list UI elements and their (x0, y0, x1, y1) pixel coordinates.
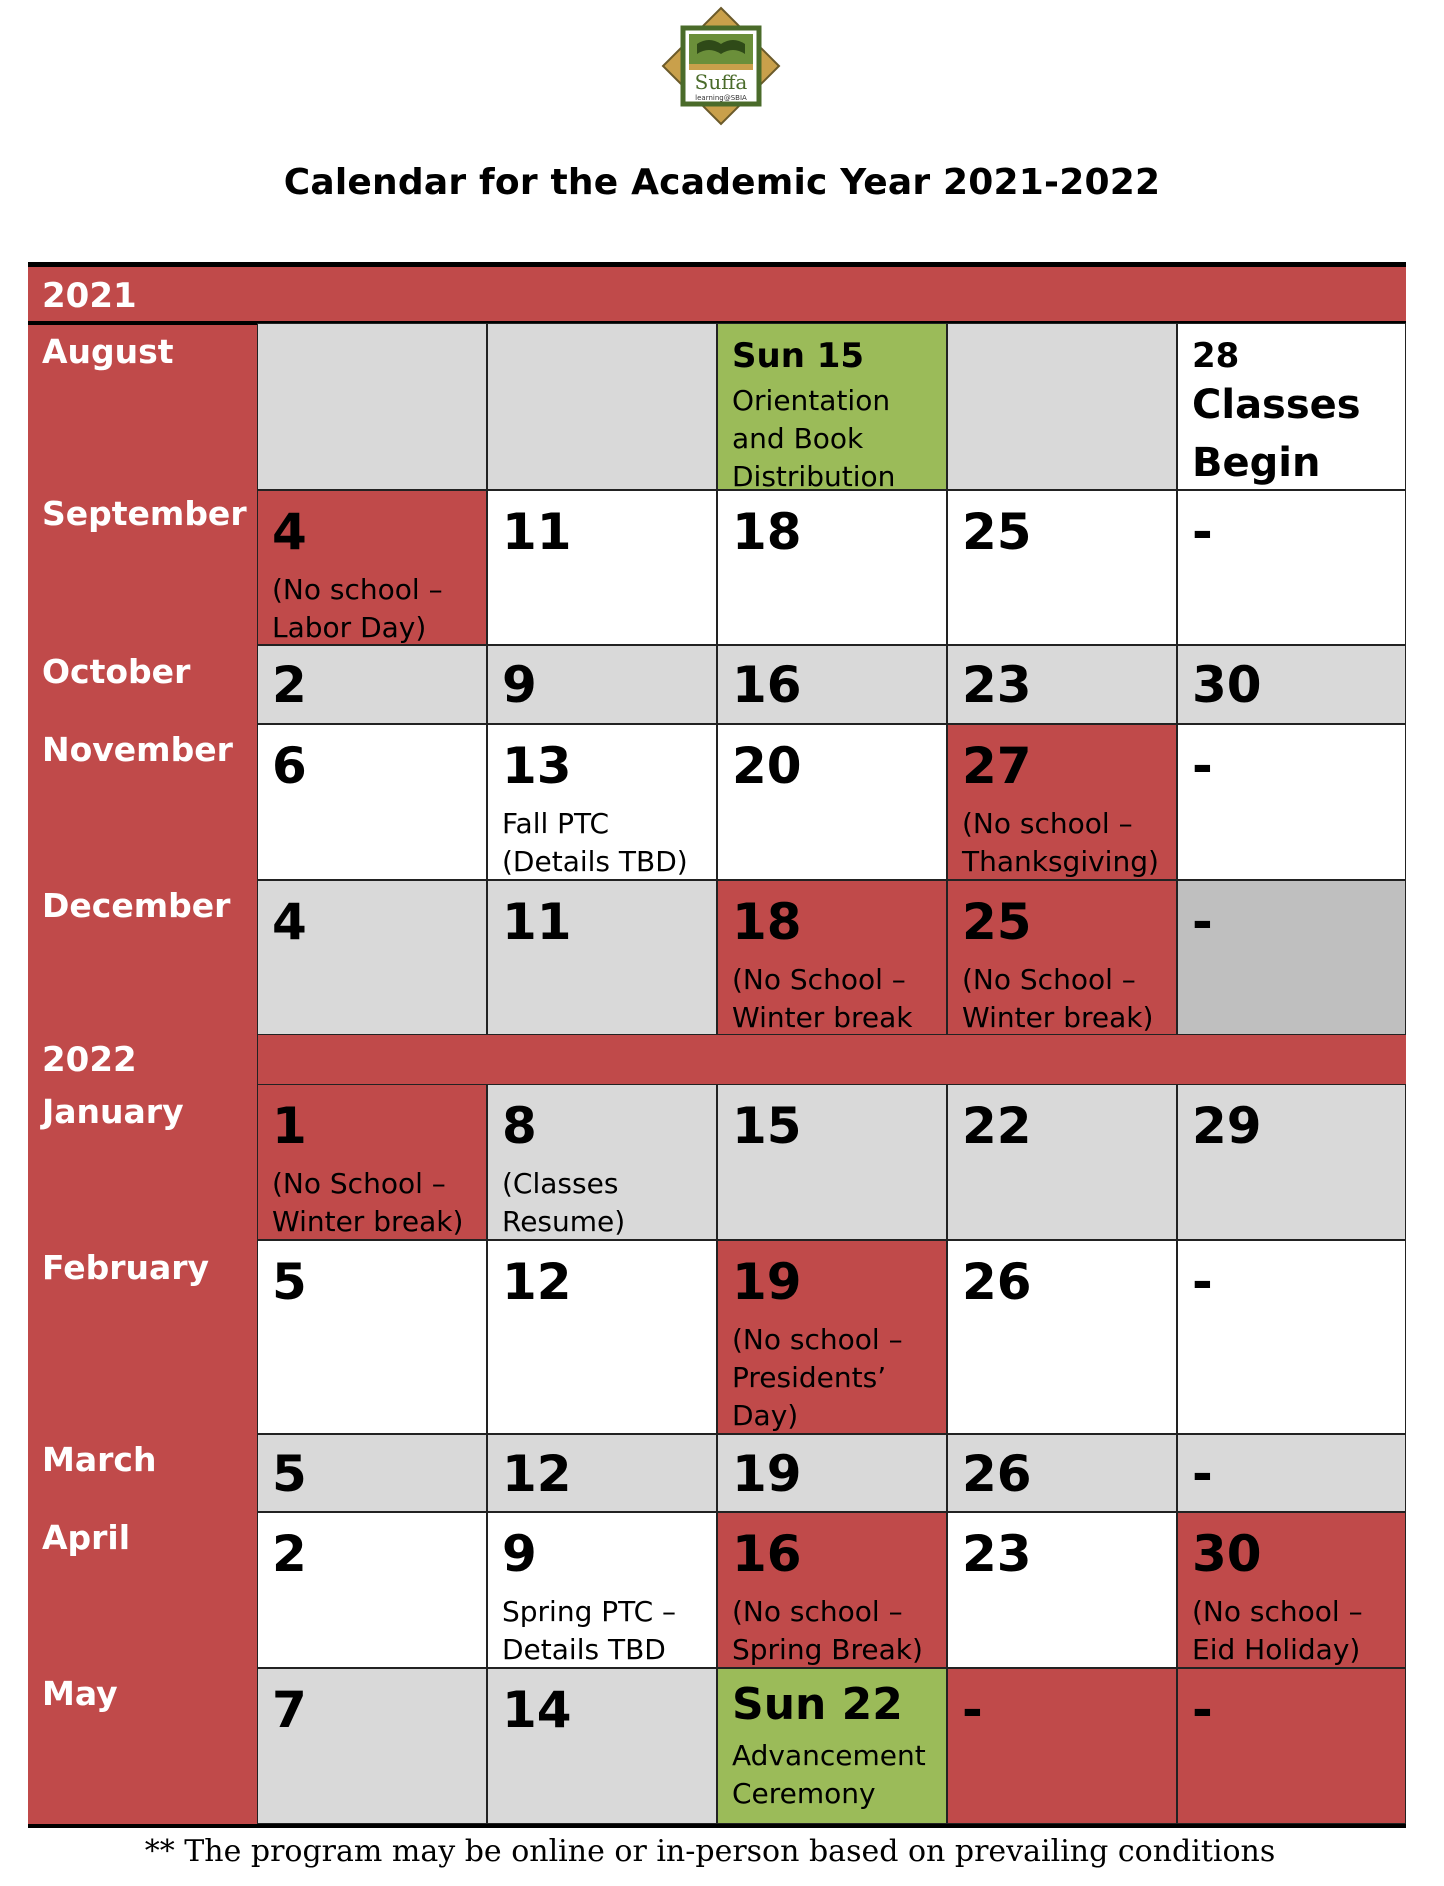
cell-october-5 (1177, 645, 1406, 724)
cell-august-4 (947, 323, 1177, 490)
cell-january-5 (1177, 1084, 1406, 1240)
month-march: March (42, 1440, 157, 1479)
day-number: 25 (962, 893, 1032, 951)
day-number: 19 (732, 1253, 802, 1311)
day-number: 23 (962, 1525, 1032, 1583)
day-number: 23 (962, 656, 1032, 714)
day-number: - (1192, 503, 1213, 561)
year-2022-label: 2022 (42, 1040, 137, 1080)
cell-september-4 (947, 490, 1177, 645)
day-number: 5 (272, 1253, 307, 1311)
day-note: (No School – Winter break) (962, 963, 1154, 1034)
day-number: 18 (732, 503, 802, 561)
cell-october-4 (947, 645, 1177, 724)
day-note: (No school – Eid Holiday) (1192, 1595, 1363, 1666)
cell-may-3 (717, 1668, 947, 1824)
day-number: 12 (502, 1445, 572, 1503)
day-number: Sun 15 (732, 336, 865, 376)
cell-february-1 (257, 1240, 487, 1434)
day-number: 20 (732, 737, 802, 795)
day-number: 2 (272, 1525, 307, 1583)
day-number: - (1192, 737, 1213, 795)
cell-december-1 (257, 880, 487, 1035)
month-january: January (42, 1092, 184, 1131)
year-2021-label: 2021 (42, 276, 137, 316)
logo-name: Suffa (694, 70, 748, 94)
day-number: 16 (732, 1525, 802, 1583)
cell-january-3 (717, 1084, 947, 1240)
day-number: 9 (502, 656, 537, 714)
month-may: May (42, 1674, 118, 1713)
cell-march-5 (1177, 1434, 1406, 1512)
cell-december-4 (947, 880, 1177, 1035)
day-number: 18 (732, 893, 802, 951)
day-number: - (1192, 1445, 1213, 1503)
cell-march-2 (487, 1434, 717, 1512)
day-number: 6 (272, 737, 307, 795)
cell-march-3 (717, 1434, 947, 1512)
day-number: 30 (1192, 1525, 1262, 1583)
cell-january-1 (257, 1084, 487, 1240)
day-number: - (962, 1681, 983, 1739)
day-number: - (1192, 893, 1213, 951)
day-note: (No school – Presidents’ Day) (732, 1323, 903, 1432)
day-number: - (1192, 1253, 1213, 1311)
cell-april-3 (717, 1512, 947, 1668)
day-number: 19 (732, 1445, 802, 1503)
cell-april-4 (947, 1512, 1177, 1668)
cell-december-2 (487, 880, 717, 1035)
day-number: 4 (272, 503, 307, 561)
cell-may-5 (1177, 1668, 1406, 1824)
cell-february-3 (717, 1240, 947, 1434)
cell-september-3 (717, 490, 947, 645)
cell-september-5 (1177, 490, 1406, 645)
cell-april-1 (257, 1512, 487, 1668)
cell-may-1 (257, 1668, 487, 1824)
day-number: 9 (502, 1525, 537, 1583)
cell-april-2 (487, 1512, 717, 1668)
day-number: 29 (1192, 1097, 1262, 1155)
cell-november-2 (487, 724, 717, 880)
cell-september-1 (257, 490, 487, 645)
cell-february-5 (1177, 1240, 1406, 1434)
cell-august-2 (487, 323, 717, 490)
cell-may-4 (947, 1668, 1177, 1824)
cell-august-3 (717, 323, 947, 490)
month-august: August (42, 332, 174, 371)
day-number: 16 (732, 656, 802, 714)
day-number: 28 (1192, 336, 1240, 376)
cell-october-2 (487, 645, 717, 724)
day-number: 26 (962, 1445, 1032, 1503)
cell-february-2 (487, 1240, 717, 1434)
month-february: February (42, 1248, 210, 1287)
day-number: 2 (272, 656, 307, 714)
cell-august-5 (1177, 323, 1406, 490)
month-september: September (42, 494, 247, 533)
day-number: Sun 22 (732, 1679, 903, 1730)
day-number: 26 (962, 1253, 1032, 1311)
cell-may-2 (487, 1668, 717, 1824)
cell-august-1 (257, 323, 487, 490)
day-note: (No school – Spring Break) (732, 1595, 923, 1666)
day-number: 12 (502, 1253, 572, 1311)
day-number: 11 (502, 893, 572, 951)
day-number: 14 (502, 1681, 572, 1739)
day-number: 5 (272, 1445, 307, 1503)
cell-november-1 (257, 724, 487, 880)
day-number: 22 (962, 1097, 1032, 1155)
cell-october-3 (717, 645, 947, 724)
cell-january-2 (487, 1084, 717, 1240)
day-number: 11 (502, 503, 572, 561)
day-number: 7 (272, 1681, 307, 1739)
cell-december-5 (1177, 880, 1406, 1035)
cell-december-3 (717, 880, 947, 1035)
logo-tagline: learning@SBIA (695, 94, 747, 102)
suffa-logo (661, 6, 781, 126)
day-number: 15 (732, 1097, 802, 1155)
cell-april-5 (1177, 1512, 1406, 1668)
cell-november-4 (947, 724, 1177, 880)
cell-november-5 (1177, 724, 1406, 880)
cell-november-3 (717, 724, 947, 880)
day-number: 1 (272, 1097, 307, 1155)
day-number: 30 (1192, 656, 1262, 714)
day-note: Fall PTC (Details TBD) (502, 807, 688, 878)
month-april: April (42, 1518, 131, 1557)
day-note: Spring PTC – Details TBD (502, 1595, 677, 1666)
cell-september-2 (487, 490, 717, 645)
cell-october-1 (257, 645, 487, 724)
footnote: ** The program may be online or in-person based on prevailing conditions (144, 1834, 1276, 1869)
cell-march-1 (257, 1434, 487, 1512)
day-note: (No school – Labor Day) (272, 573, 443, 644)
day-number: 4 (272, 893, 307, 951)
month-december: December (42, 886, 231, 925)
day-number: - (1192, 1681, 1213, 1739)
day-note: Classes Begin (1192, 382, 1361, 486)
day-number: 27 (962, 737, 1032, 795)
day-note: (Classes Resume) (502, 1167, 626, 1238)
day-number: 25 (962, 503, 1032, 561)
suffa-logo-graphic (661, 6, 781, 126)
day-note: Orientation and Book Distribution (732, 384, 896, 490)
day-note: (No School – Winter break (732, 963, 913, 1034)
month-november: November (42, 730, 233, 769)
day-note: (No School – Winter break) (272, 1167, 464, 1238)
cell-march-4 (947, 1434, 1177, 1512)
cell-february-4 (947, 1240, 1177, 1434)
cell-january-4 (947, 1084, 1177, 1240)
month-october: October (42, 652, 191, 691)
day-number: 8 (502, 1097, 537, 1155)
day-note: (No school – Thanksgiving) (962, 807, 1159, 878)
day-number: 13 (502, 737, 572, 795)
year-2022-band (257, 1035, 1406, 1084)
page-title: Calendar for the Academic Year 2021-2022 (283, 162, 1161, 203)
day-note: Advancement Ceremony (732, 1739, 926, 1810)
